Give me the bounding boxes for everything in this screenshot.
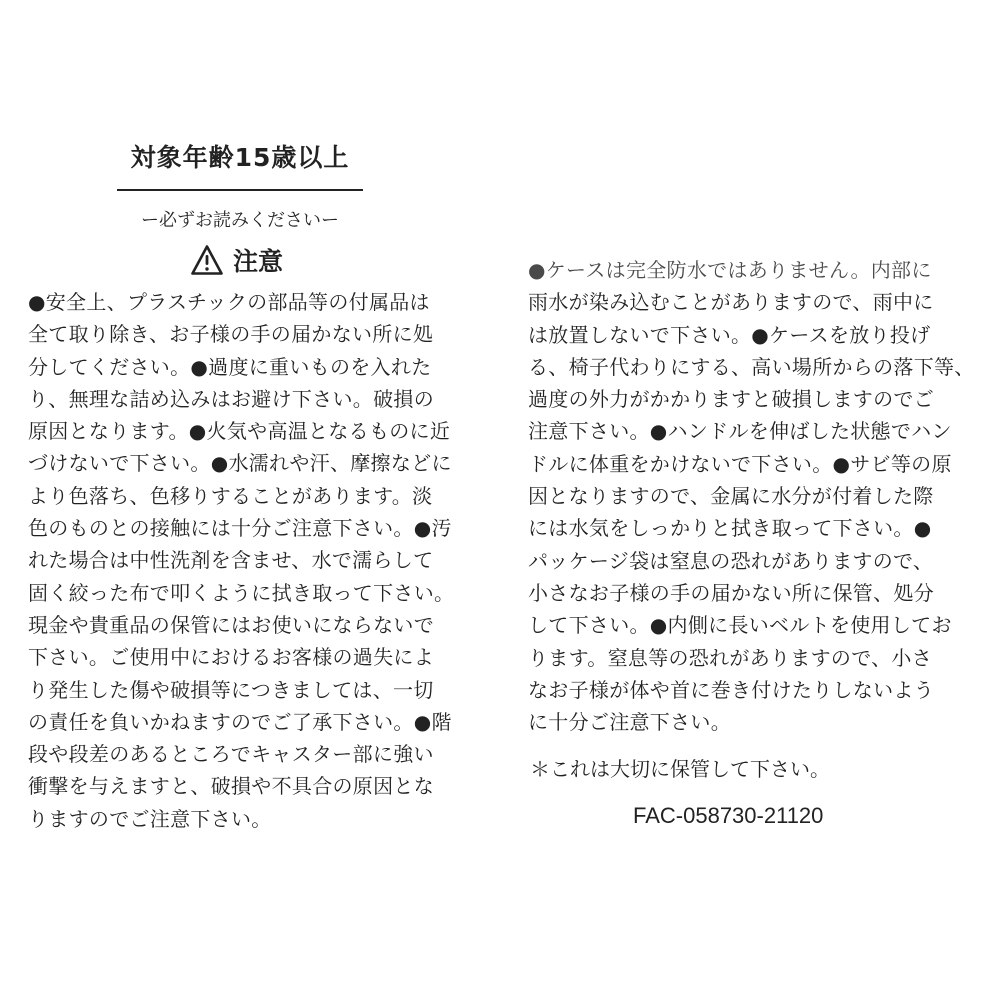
text-line: 雨水が染み込むことがありますので、雨中に <box>528 290 934 315</box>
text-line: 全て取り除き、お子様の手の届かない所に処 <box>28 322 434 347</box>
text-line: 因となりますので、金属に水分が付着した際 <box>528 484 934 509</box>
text-line: なお子様が体や首に巻き付けたりしないよう <box>528 677 934 702</box>
text-line: 固く絞った布で叩くように拭き取って下さい。 <box>28 580 455 605</box>
text-line: ドルに体重をかけないで下さい。●サビ等の原 <box>528 451 952 476</box>
text-line: れた場合は中性洗剤を含ませ、水で濡らして <box>28 548 434 573</box>
text-line: 下さい。ご使用中におけるお客様の過失によ <box>28 645 434 670</box>
caution-text-right-column <box>528 254 975 738</box>
text-line: りますのでご注意下さい。 <box>28 806 272 831</box>
caution-title: 注意 <box>233 247 284 276</box>
text-line: は放置しないで下さい。●ケースを放り投げ <box>528 322 931 347</box>
caution-text-left-column <box>28 286 454 835</box>
text-line: ●ケースは完全防水ではありません。内部に <box>528 258 932 282</box>
text-line: 過度の外力がかかりますと破損しますのでご <box>528 387 934 412</box>
please-read-note: ー必ずお読みくださいー <box>141 210 339 231</box>
text-line: には水気をしっかりと拭き取って下さい。● <box>528 516 932 541</box>
text-line: る、椅子代わりにする、高い場所からの落下等、 <box>528 354 975 379</box>
text-line: ●安全上、プラスチックの部品等の付属品は <box>28 290 430 314</box>
text-line: 色のものとの接触には十分ご注意下さい。●汚 <box>28 516 452 541</box>
age-rating-title: 対象年齢15歳以上 <box>130 143 350 172</box>
text-line: より色落ち、色移りすることがあります。淡 <box>28 483 433 508</box>
text-line: 段や段差のあるところでキャスター部に強い <box>28 742 434 767</box>
text-line: 原因となります。●火気や高温となるものに近 <box>28 419 451 444</box>
text-line: 小さなお子様の手の届かない所に保管、処分 <box>528 580 934 605</box>
text-line: 現金や貴重品の保管にはお使いにならないで <box>28 612 434 637</box>
text-line: に十分ご注意下さい。 <box>528 710 731 735</box>
product-code: FAC-058730-21120 <box>633 803 824 828</box>
text-line: ります。窒息等の恐れがありますので、小さ <box>528 645 932 670</box>
caution-header <box>190 240 283 280</box>
text-line: 分してください。●過度に重いものを入れた <box>28 354 432 379</box>
text-line: パッケージ袋は窒息の恐れがありますので、 <box>528 548 934 573</box>
title-divider <box>117 189 363 191</box>
text-line: 衝撃を与えますと、破損や不具合の原因とな <box>28 774 434 799</box>
text-line: 注意下さい。●ハンドルを伸ばした状態でハン <box>528 419 952 444</box>
text-line: して下さい。●内側に長いベルトを使用してお <box>528 613 952 638</box>
text-line: の責任を負いかねますのでご了承下さい。●階 <box>28 709 452 734</box>
text-line: り発生した傷や破損等につきましては、一切 <box>28 677 434 702</box>
text-line: づけないで下さい。●水濡れや汗、摩擦などに <box>28 451 452 476</box>
text-line: り、無理な詰め込みはお避け下さい。破損の <box>28 386 434 411</box>
keep-safe-note: ＊これは大切に保管して下さい。 <box>530 757 830 781</box>
warning-triangle-icon <box>190 244 224 276</box>
